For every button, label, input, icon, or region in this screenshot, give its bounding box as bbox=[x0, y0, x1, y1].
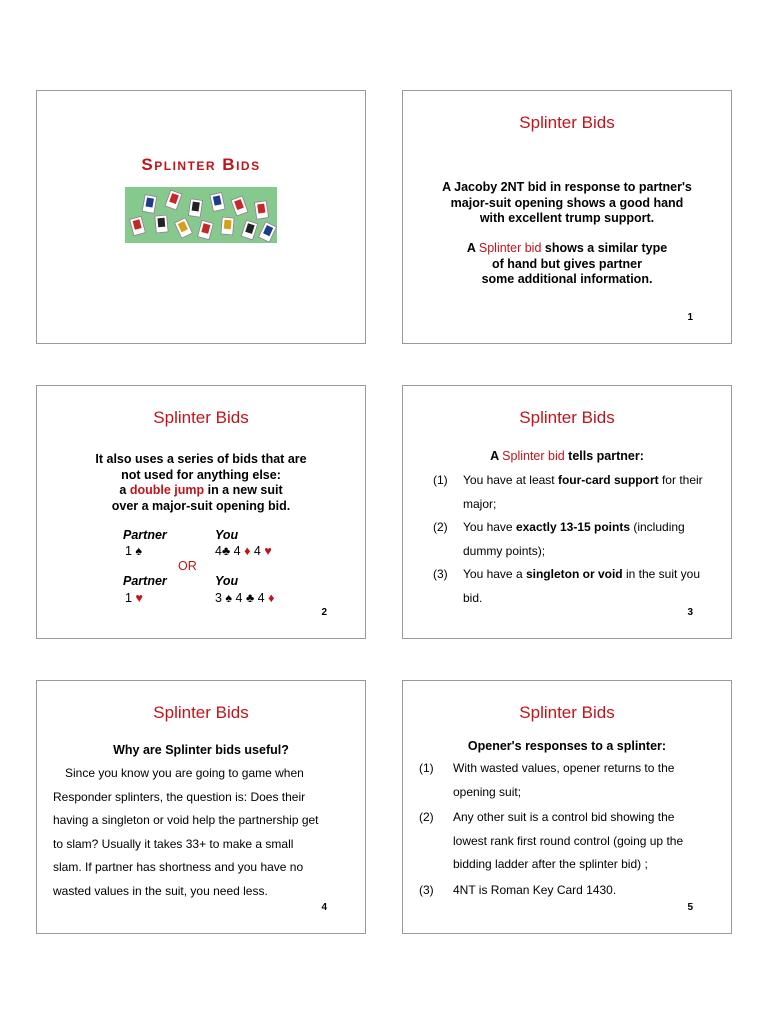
slide-1 bbox=[402, 90, 732, 344]
cover-title: Splinter Bids bbox=[141, 155, 261, 174]
slide-5: Splinter Bids Opener's responses to a splinter: (1) With wasted values, opener returns to the opening suit; (2) Any other suit is a control bid showing the lowest rank first round control (going up the bidding ladder after the splinter bid) ; (3) 4NT is Roman Key Card 1430. 5 bbox=[402, 680, 732, 934]
or-label: OR bbox=[178, 559, 197, 573]
you-bid-2: 3 ♠ 4 ♣ 4 ♦ bbox=[215, 591, 275, 605]
slide-number: 3 bbox=[687, 607, 693, 618]
jacoby-text: A Jacoby 2NT bid in response to partner's major-suit opening shows a good hand with excellent trump support. bbox=[442, 180, 692, 225]
series-text: It also uses a series of bids that are not used for anything else: a double jump in a new suit over a major-suit opening bid. bbox=[95, 452, 307, 513]
slide-number: 4 bbox=[321, 902, 327, 913]
tells-partner-heading: A Splinter bid tells partner: bbox=[490, 449, 644, 463]
slide-title: Splinter Bids bbox=[519, 408, 615, 427]
slide-number: 5 bbox=[687, 902, 693, 913]
slide-number: 2 bbox=[321, 607, 327, 618]
slide-3: Splinter Bids A Splinter bid tells partner: (1) You have at least four-card support for their major; (2) You have exactly 13-15 points (including dummy points); (3) You have a singleton or void in the suit you bid. 3 bbox=[402, 385, 732, 639]
slide-2 bbox=[36, 385, 366, 639]
you-label: You bbox=[215, 528, 239, 542]
slide-title: Splinter Bids bbox=[519, 703, 615, 722]
partner-label: Partner bbox=[123, 574, 167, 588]
slide-title: Splinter Bids bbox=[519, 113, 615, 132]
partner-bid-1: 1 ♠ bbox=[125, 544, 143, 558]
you-bid-1: 4♣ 4 ♦ 4 ♥ bbox=[215, 544, 272, 558]
you-label: You bbox=[215, 574, 239, 588]
splinter-text: A Splinter bid shows a similar type of hand but gives partner some additional information. bbox=[466, 241, 668, 286]
slide-4 bbox=[36, 680, 366, 934]
slide-title: Splinter Bids bbox=[153, 408, 249, 427]
slide-number: 1 bbox=[687, 312, 693, 323]
slide-cover bbox=[36, 90, 366, 344]
playing-cards-image bbox=[125, 187, 277, 243]
why-paragraph: Since you know you are going to game when Responder splinters, the question is: Does their having a singleton or void help the partnership get to slam? Usually it takes 33+ to make a small slam. If partner has shortness and you have no wasted values in the suit, you need less. bbox=[53, 766, 319, 898]
responses-heading: Opener's responses to a splinter: bbox=[467, 739, 667, 753]
partner-bid-2: 1 ♥ bbox=[125, 591, 143, 605]
why-heading: Why are Splinter bids useful? bbox=[113, 743, 289, 757]
slide-title: Splinter Bids bbox=[153, 703, 249, 722]
partner-label: Partner bbox=[123, 528, 167, 542]
